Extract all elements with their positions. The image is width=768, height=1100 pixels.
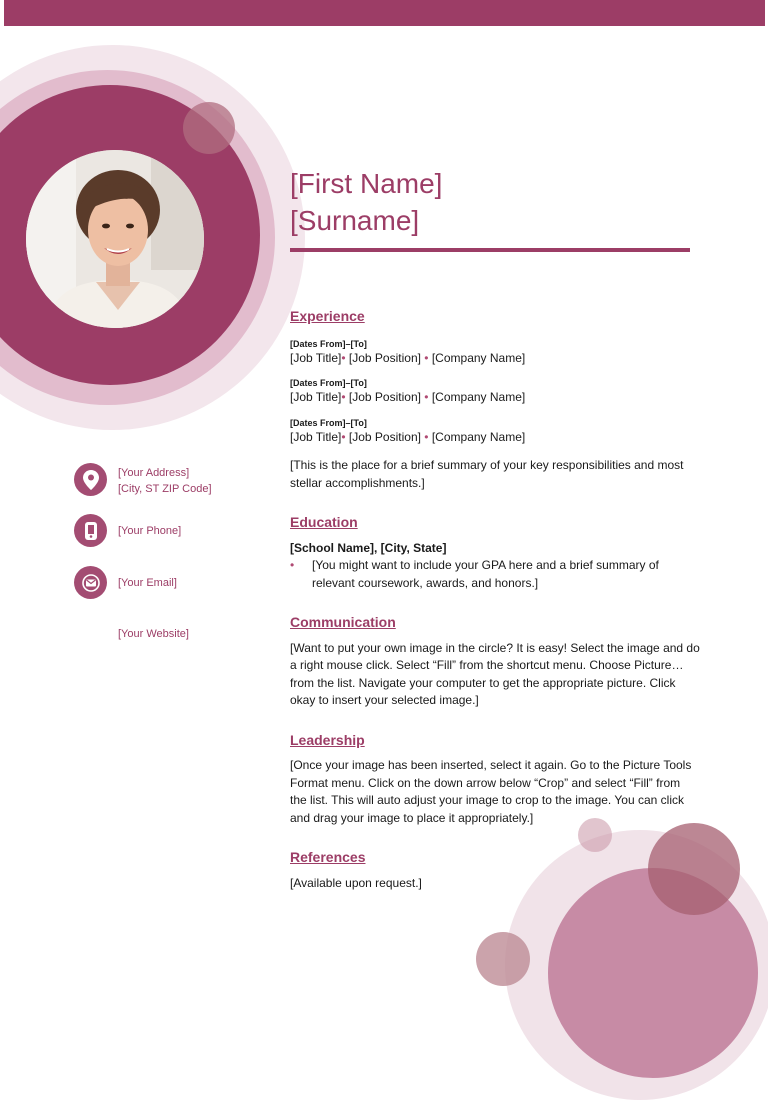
company-name: [Company Name]: [431, 429, 526, 444]
surname[interactable]: [Surname]: [290, 205, 420, 236]
job-position: [Job Position]: [348, 390, 421, 404]
job-title: [Job Title]: [290, 350, 342, 365]
address-text[interactable]: [118, 465, 212, 497]
references-section: [290, 849, 700, 892]
profile-photo[interactable]: [26, 150, 204, 328]
company-name: [Company Name]: [431, 390, 526, 404]
experience-entry[interactable]: [290, 417, 700, 447]
job-title: [Job Title]: [290, 429, 342, 444]
address-line1: [Your Address]: [118, 467, 190, 479]
bullet-dot: •: [341, 429, 346, 444]
experience-entry[interactable]: [290, 338, 700, 368]
bullet-dot: •: [341, 390, 346, 404]
entry-dates: [Dates From]–[To]: [290, 338, 367, 349]
phone-icon: [74, 514, 107, 547]
profile-portrait-illustration: [26, 150, 204, 328]
education-section: [290, 514, 700, 592]
entry-dates: [Dates From]–[To]: [290, 417, 367, 428]
bullet-dot: •: [290, 558, 295, 572]
decorative-dot: [183, 102, 235, 154]
entry-dates: [Dates From]–[To]: [290, 378, 367, 388]
decorative-dot: [476, 932, 530, 986]
location-pin-icon: [74, 463, 107, 496]
entry-line: [290, 429, 700, 447]
job-position: [Job Position]: [348, 350, 421, 365]
bullet-dot: •: [424, 390, 429, 404]
communication-heading: Communication: [290, 614, 396, 630]
job-position: [Job Position]: [348, 429, 421, 444]
company-name: [Company Name]: [431, 350, 526, 365]
school-name[interactable]: [School Name], [City, State]: [290, 540, 447, 555]
phone-text[interactable]: [Your Phone]: [118, 525, 182, 537]
email-icon: [74, 566, 107, 599]
experience-summary[interactable]: [This is the place for a brief summary of your key responsibilities and most stellar accomplishments.]: [290, 458, 684, 490]
name-block: [290, 165, 442, 239]
education-detail: [You might want to include your GPA here and a brief summary of relevant coursework, awards, and honors.]: [312, 558, 659, 590]
education-heading: Education: [290, 514, 358, 530]
email-text[interactable]: [Your Email]: [118, 577, 177, 589]
leadership-heading: Leadership: [290, 731, 365, 748]
experience-entry[interactable]: [290, 377, 700, 407]
experience-heading: Experience: [290, 308, 365, 324]
first-name[interactable]: [First Name]: [290, 168, 443, 199]
address-line2: [City, ST ZIP Code]: [118, 483, 212, 495]
bullet-dot: •: [424, 429, 429, 444]
experience-section: [290, 308, 700, 492]
entry-line: [290, 389, 700, 407]
name-divider: [290, 248, 690, 252]
leadership-text[interactable]: [Once your image has been inserted, select it again. Go to the Picture Tools Format menu. Click on the down arrow below “Crop” and select “Fill” from the list. This will auto adjust your image to crop to the image. You can click and drag your image to place it appropriately.]: [290, 758, 692, 825]
communication-text[interactable]: [Want to put your own image in the circle? It is easy! Select the image and do a right mouse click. Select “Fill” from the shortcut menu. Choose Picture… from the list. Navigate your computer to get the appropriate picture. Click okay to insert your selected image.]: [290, 640, 700, 707]
bullet-dot: •: [424, 350, 429, 365]
leadership-section: [290, 732, 700, 828]
main-content: [290, 308, 700, 892]
references-text[interactable]: [Available upon request.]: [290, 875, 422, 890]
education-bullet[interactable]: [290, 557, 700, 592]
entry-line: [290, 350, 700, 368]
top-accent-bar: [4, 0, 765, 26]
website-text[interactable]: [Your Website]: [118, 628, 189, 640]
communication-section: [290, 614, 700, 710]
bullet-dot: •: [341, 350, 346, 365]
references-heading: References: [290, 849, 366, 865]
job-title: [Job Title]: [290, 390, 342, 404]
